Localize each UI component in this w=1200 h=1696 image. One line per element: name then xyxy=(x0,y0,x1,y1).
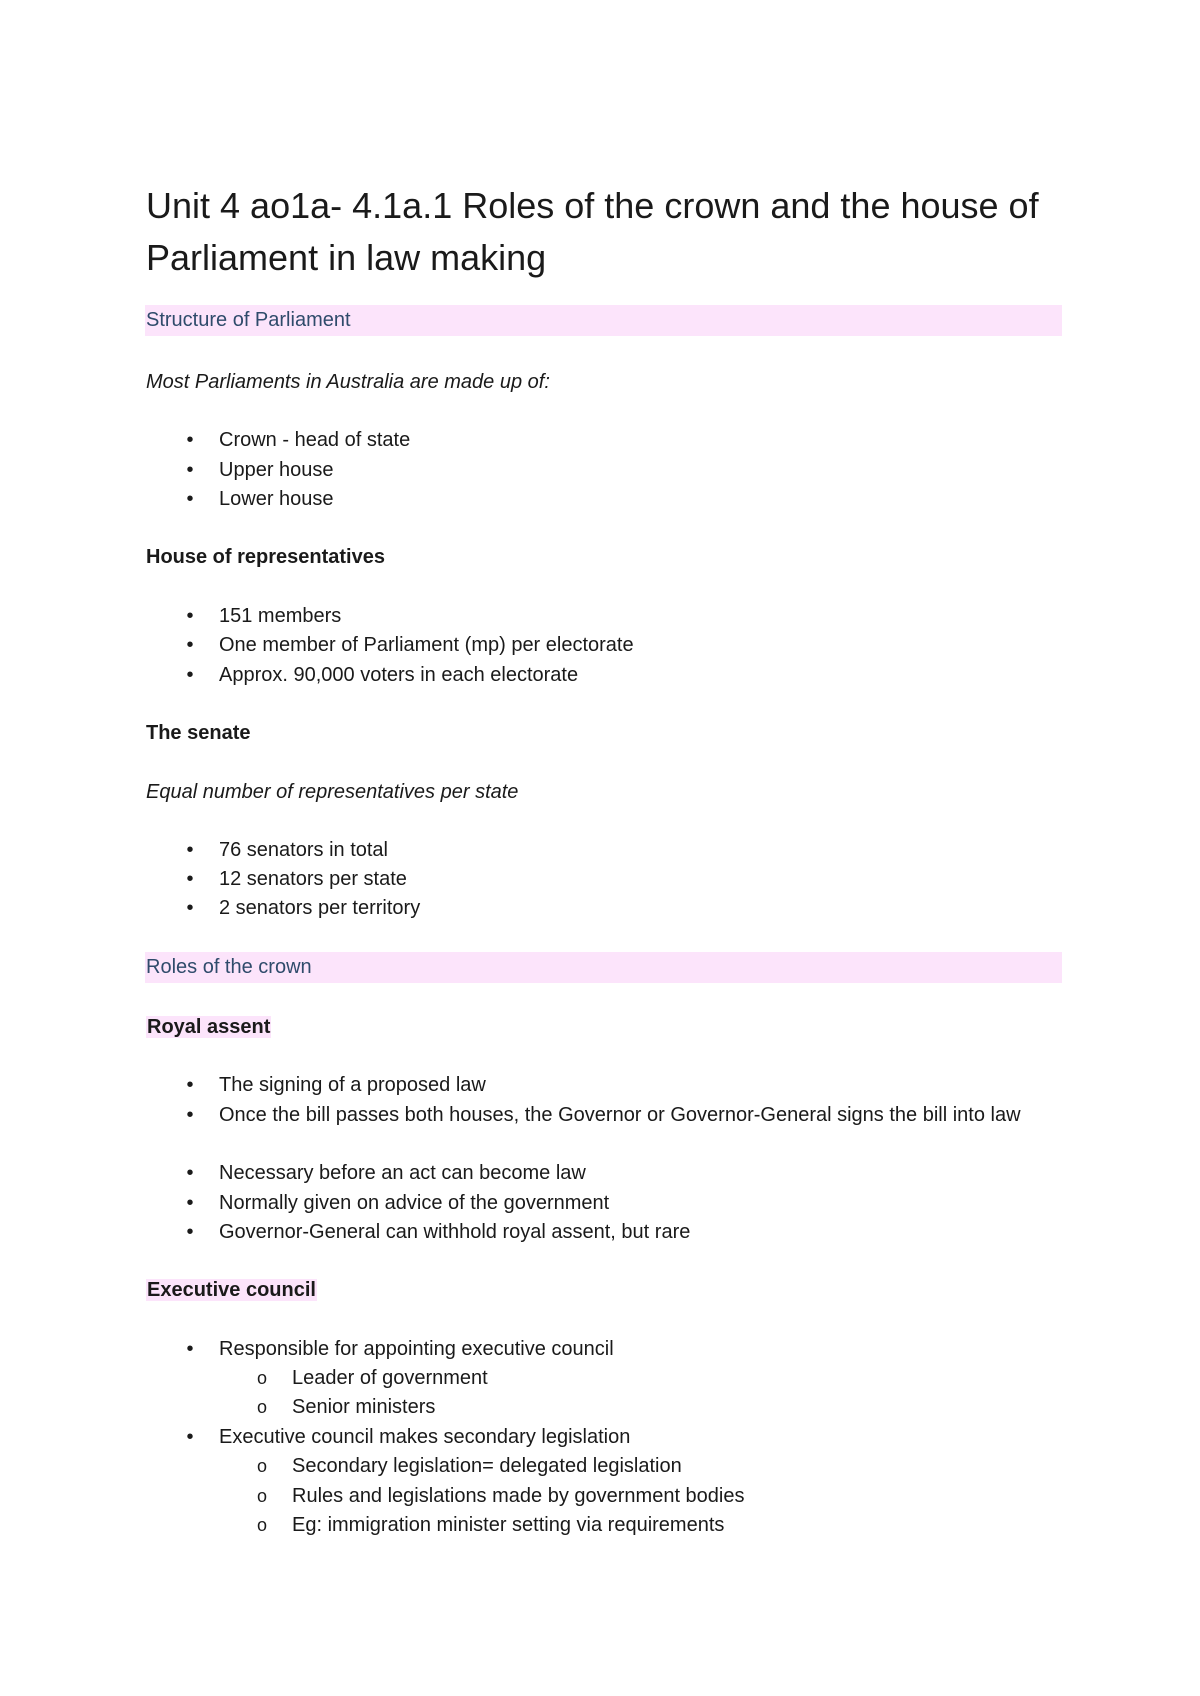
list-item-text: The signing of a proposed law xyxy=(219,1074,486,1096)
sub-list-item-text: Secondary legislation= delegated legislation xyxy=(292,1455,682,1477)
list-item-text: Necessary before an act can become law xyxy=(219,1162,586,1184)
sub-list-item-text: Rules and legislations made by government bodies xyxy=(292,1485,745,1507)
list-item-text: Approx. 90,000 voters in each electorate xyxy=(219,664,579,686)
page-title: Unit 4 ao1a- 4.1a.1 Roles of the crown and the house of Parliament in law making xyxy=(146,185,1039,278)
list-item-text: 76 senators in total xyxy=(219,839,388,861)
royal-assent-heading-text: Royal assent xyxy=(147,1016,271,1038)
bullet-icon: • xyxy=(186,1104,194,1126)
list-item-text: Upper house xyxy=(219,459,334,481)
list-item-text: Governor-General can withhold royal assent, but rare xyxy=(219,1221,691,1243)
bullet-icon: • xyxy=(186,488,194,510)
structure-intro: Most Parliaments in Australia are made up of: xyxy=(146,371,550,393)
house-heading: House of representatives xyxy=(146,546,385,568)
sub-bullet-icon: o xyxy=(256,1368,267,1388)
bullet-icon: • xyxy=(186,605,194,627)
bullet-icon: • xyxy=(186,1338,194,1360)
sub-list-item-text: Eg: immigration minister setting via requirements xyxy=(292,1514,725,1536)
list-item-text: One member of Parliament (mp) per electorate xyxy=(219,634,634,656)
bullet-icon: • xyxy=(186,664,194,686)
sub-list-item-text: Senior ministers xyxy=(292,1396,436,1418)
list-item-text: 151 members xyxy=(219,605,342,627)
bullet-icon: • xyxy=(186,459,194,481)
bullet-icon: • xyxy=(186,839,194,861)
list-item-text: Responsible for appointing executive council xyxy=(219,1338,614,1360)
list-item-text: Normally given on advice of the government xyxy=(219,1192,610,1214)
sub-bullet-icon: o xyxy=(256,1397,267,1417)
list-item-text: Executive council makes secondary legislation xyxy=(219,1426,631,1448)
sub-bullet-icon: o xyxy=(256,1515,267,1535)
bullet-icon: • xyxy=(186,897,194,919)
list-item-text: Once the bill passes both houses, the Governor or Governor-General signs the bill into law xyxy=(219,1104,1021,1126)
bullet-icon: • xyxy=(186,1426,194,1448)
sub-bullet-icon: o xyxy=(256,1486,267,1506)
executive-council-heading xyxy=(146,1276,317,1305)
sub-list-item-text: Leader of government xyxy=(292,1367,488,1389)
bullet-icon: • xyxy=(186,868,194,890)
bullet-icon: • xyxy=(186,1221,194,1243)
list-item-text: 2 senators per territory xyxy=(219,897,421,919)
bullet-icon: • xyxy=(186,634,194,656)
list-item-text: 12 senators per state xyxy=(219,868,407,890)
section-heading-crown: Roles of the crown xyxy=(146,956,312,978)
bullet-icon: • xyxy=(186,1074,194,1096)
executive-council-heading-text: Executive council xyxy=(147,1279,316,1301)
sub-bullet-icon: o xyxy=(256,1456,267,1476)
senate-heading: The senate xyxy=(146,722,251,744)
senate-intro: Equal number of representatives per state xyxy=(146,781,519,803)
list-item-text: Lower house xyxy=(219,488,334,510)
royal-assent-heading xyxy=(146,1013,271,1042)
bullet-icon: • xyxy=(186,1162,194,1184)
section-heading-structure: Structure of Parliament xyxy=(146,309,351,331)
list-item-text: Crown - head of state xyxy=(219,429,411,451)
bullet-icon: • xyxy=(186,429,194,451)
bullet-icon: • xyxy=(186,1192,194,1214)
